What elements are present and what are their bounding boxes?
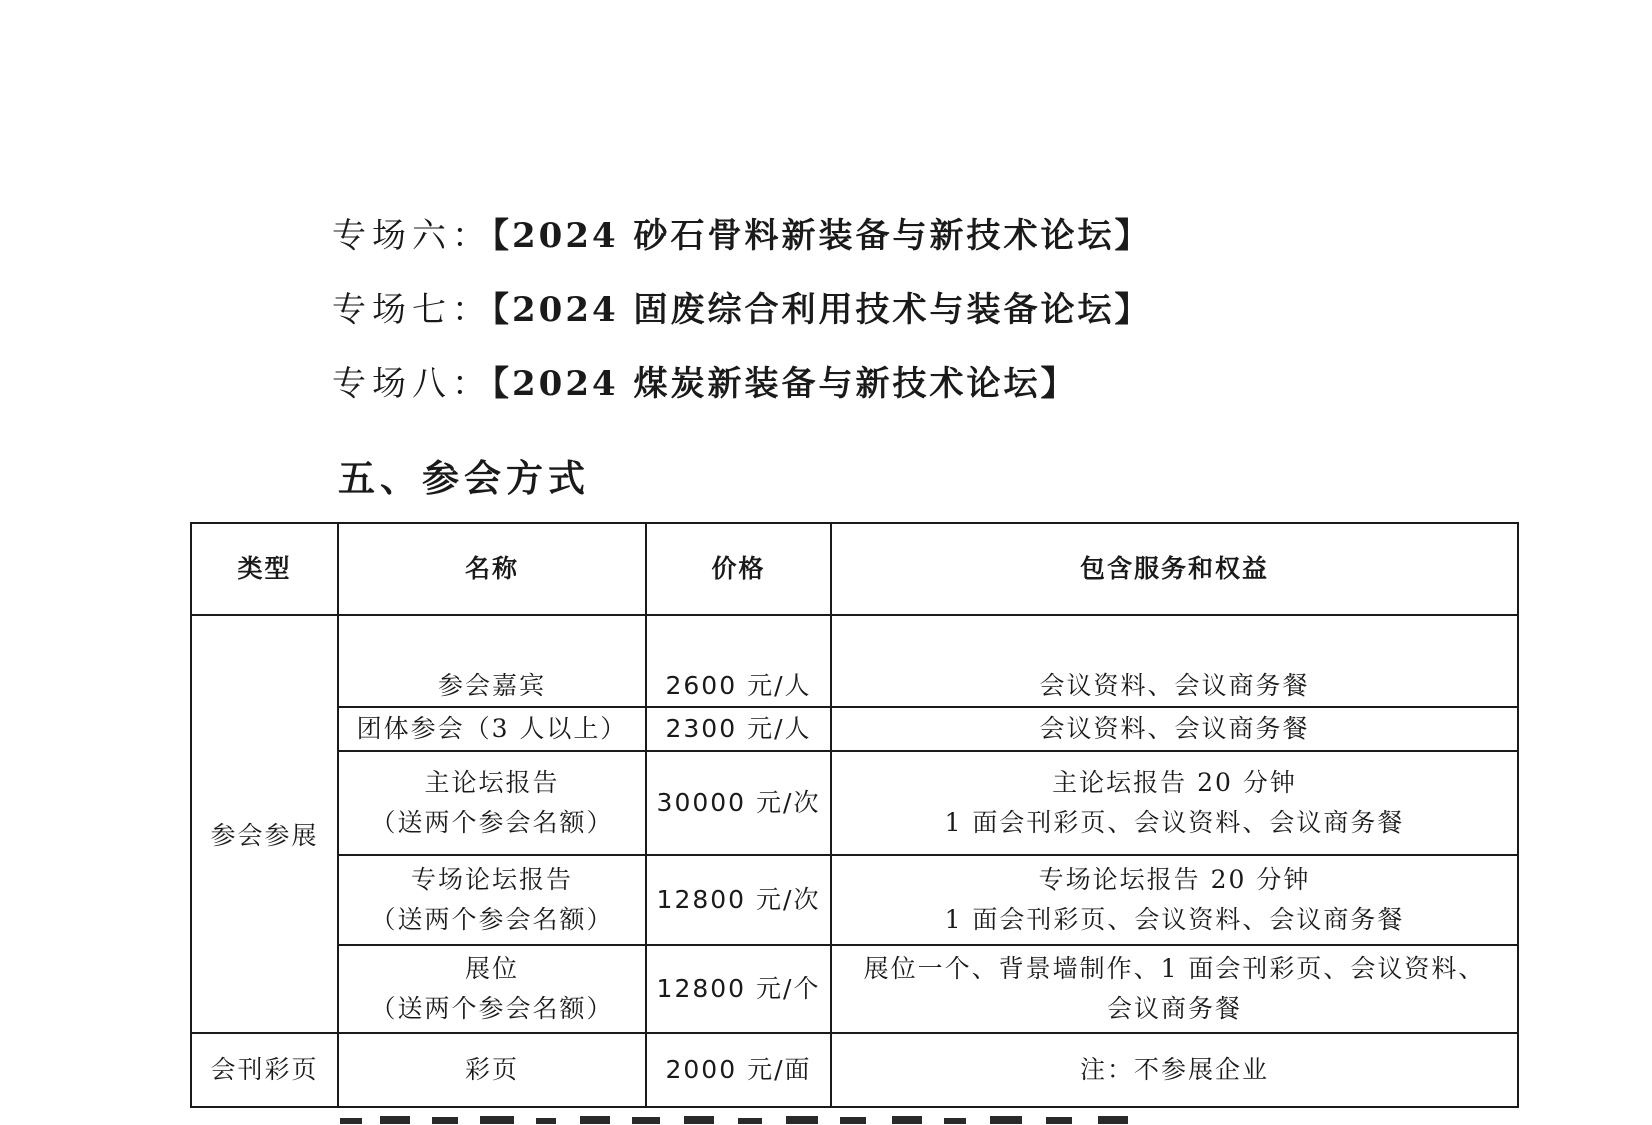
forum-title: 【2024 固废综合利用技术与装备论坛】 xyxy=(492,290,1152,330)
services-line: 展位一个、背景墙制作、1 面会刊彩页、会议资料、 xyxy=(863,954,1486,983)
table-header-row xyxy=(191,523,1518,615)
type-cell: 参会参展 xyxy=(191,615,338,1033)
name-cell xyxy=(338,615,646,707)
services-line: 会议商务餐 xyxy=(1106,994,1242,1023)
services-line: 专场论坛报告 20 分钟 xyxy=(1038,865,1311,894)
table-row xyxy=(191,855,1518,945)
price-cell: 2600 元/人 xyxy=(646,615,831,707)
header-services: 包含服务和权益 xyxy=(831,523,1518,615)
price-cell: 2000 元/面 xyxy=(646,1033,831,1107)
name-line: 彩页 xyxy=(464,1055,519,1084)
name-cell xyxy=(338,751,646,855)
name-cell xyxy=(338,855,646,945)
services-line: 会议资料、会议商务餐 xyxy=(1039,714,1310,743)
section-heading: 五、参会方式 xyxy=(338,456,590,500)
name-line: 展位 xyxy=(464,954,519,983)
services-line: 注：不参展企业 xyxy=(1079,1055,1269,1084)
header-type: 类型 xyxy=(191,523,338,615)
name-line: 主论坛报告 xyxy=(424,768,560,797)
services-line: 主论坛报告 20 分钟 xyxy=(1052,768,1297,797)
services-cell xyxy=(831,855,1518,945)
table-row xyxy=(191,751,1518,855)
services-cell xyxy=(831,615,1518,707)
cut-off-text-fragment xyxy=(340,1112,1240,1125)
table-row xyxy=(191,945,1518,1033)
forum-item-8 xyxy=(332,364,1077,404)
services-line: 会议资料、会议商务餐 xyxy=(1039,671,1310,700)
name-line: （送两个参会名额） xyxy=(370,905,614,934)
forum-label: 专场八： xyxy=(332,364,492,404)
services-line: 1 面会刊彩页、会议资料、会议商务餐 xyxy=(944,905,1405,934)
name-line: （送两个参会名额） xyxy=(370,994,614,1023)
name-line: 专场论坛报告 xyxy=(410,865,573,894)
name-line: 团体参会（3 人以上） xyxy=(356,714,628,743)
participation-fee-table xyxy=(190,522,1519,1108)
header-name: 名称 xyxy=(338,523,646,615)
name-cell xyxy=(338,707,646,751)
forum-title: 【2024 砂石骨料新装备与新技术论坛】 xyxy=(492,216,1152,256)
price-cell: 2300 元/人 xyxy=(646,707,831,751)
services-cell xyxy=(831,1033,1518,1107)
header-price: 价格 xyxy=(646,523,831,615)
forum-label: 专场七： xyxy=(332,290,492,330)
table-row xyxy=(191,1033,1518,1107)
table-row xyxy=(191,707,1518,751)
name-cell xyxy=(338,1033,646,1107)
forum-title: 【2024 煤炭新装备与新技术论坛】 xyxy=(492,364,1078,404)
price-cell: 12800 元/个 xyxy=(646,945,831,1033)
services-cell xyxy=(831,945,1518,1033)
forum-item-7 xyxy=(332,290,1151,330)
name-line: 参会嘉宾 xyxy=(437,671,546,700)
services-cell xyxy=(831,707,1518,751)
name-cell xyxy=(338,945,646,1033)
price-cell: 30000 元/次 xyxy=(646,751,831,855)
table-row xyxy=(191,615,1518,707)
services-cell xyxy=(831,751,1518,855)
forum-item-6 xyxy=(332,216,1151,256)
cut-off-text-marks xyxy=(340,1114,1240,1125)
name-line: （送两个参会名额） xyxy=(370,808,614,837)
forum-label: 专场六： xyxy=(332,216,492,256)
price-cell: 12800 元/次 xyxy=(646,855,831,945)
services-line: 1 面会刊彩页、会议资料、会议商务餐 xyxy=(944,808,1405,837)
type-cell: 会刊彩页 xyxy=(191,1033,338,1107)
